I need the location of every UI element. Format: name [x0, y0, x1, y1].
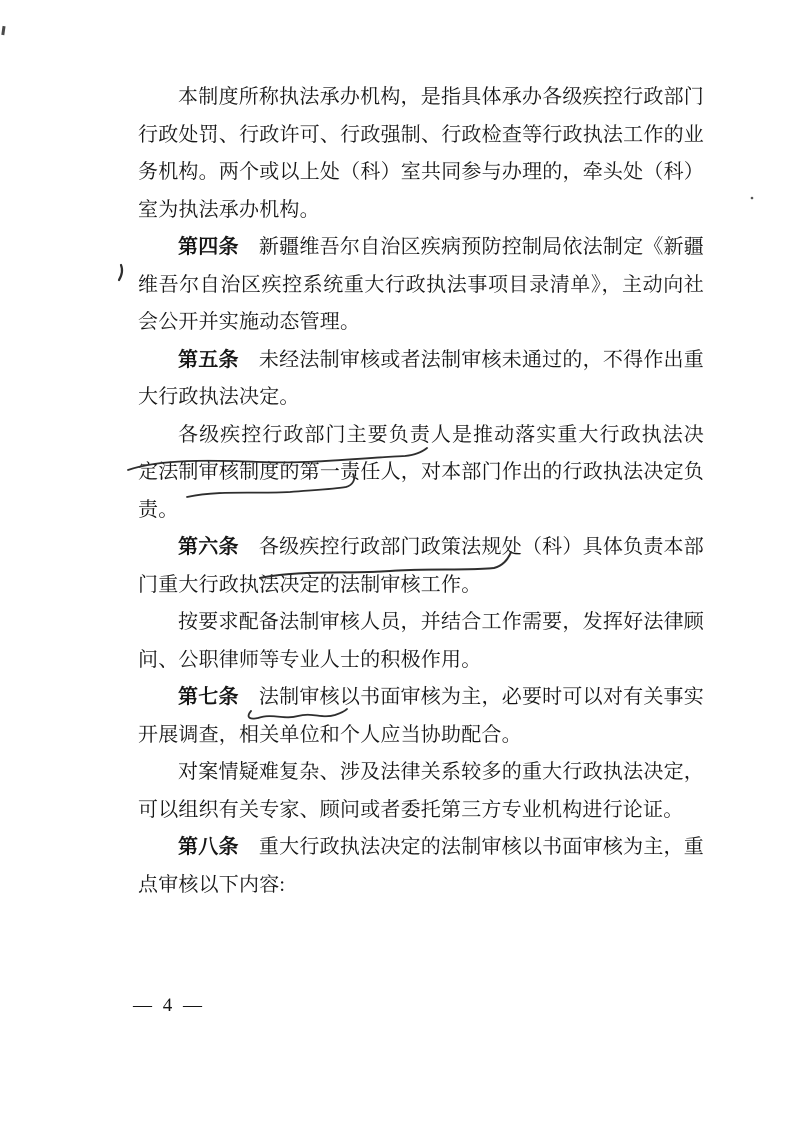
text-segment: 定法制审核制度的第一责任人，对本部门作出的行政执法决定负 [138, 461, 704, 483]
text-segment: 会公开并实施动态管理。 [138, 311, 361, 333]
text-line [138, 117, 704, 155]
text-segment: 点审核以下内容: [138, 873, 286, 896]
text-segment: 行政处罚、行政许可、行政强制、行政检查等行政执法工作的业 [138, 123, 704, 146]
article-label: 第六条 [178, 536, 239, 558]
text-line [138, 829, 704, 867]
text-line [138, 529, 704, 567]
text-line [138, 229, 704, 267]
text-segment: 本制度所称执法承办机构，是指具体承办各级疾控行政部门 [178, 86, 704, 108]
article-label: 第七条 [178, 686, 239, 708]
text-segment: 各级疾控行政部门政策法规处（科）具体负责本部 [238, 536, 704, 558]
text-segment: 务机构。两个或以上处（科）室共同参与办理的，牵头处（科） [138, 161, 704, 183]
text-segment: 责。 [138, 498, 179, 521]
text-line [138, 754, 704, 792]
scan-speck [1, 26, 5, 35]
text-line [138, 192, 704, 230]
text-segment: 按要求配备法制审核人员，并结合工作需要，发挥好法律顾 [178, 611, 704, 633]
text-segment: 开展调查，相关单位和个人应当协助配合。 [138, 723, 522, 746]
text-line [138, 454, 704, 492]
text-line [138, 154, 704, 192]
article-label: 第五条 [178, 348, 239, 371]
text-segment: 室为执法承办机构。 [138, 198, 320, 221]
text-segment: 法制审核以书面审核为主，必要时可以对有关事实 [238, 686, 704, 708]
article-label: 第八条 [178, 836, 239, 858]
text-segment: 大行政执法决定。 [138, 386, 300, 408]
text-line [138, 717, 704, 755]
page-number: — 4 — [133, 995, 205, 1016]
text-segment: 重大行政执法决定的法制审核以书面审核为主，重 [238, 836, 704, 858]
text-segment: 各级疾控行政部门主要负责人是推动落实重大行政执法决 [178, 423, 704, 446]
text-segment: 对案情疑难复杂、涉及法律关系较多的重大行政执法决定， [178, 761, 704, 783]
text-block [138, 79, 704, 904]
text-segment: 未经法制审核或者法制审核未通过的，不得作出重 [238, 348, 704, 371]
text-segment: 新疆维吾尔自治区疾病预防控制局依法制定《新疆 [238, 236, 704, 258]
text-line [138, 642, 704, 680]
pen-tick-mark [119, 265, 122, 280]
text-segment: 可以组织有关专家、顾问或者委托第三方专业机构进行论证。 [138, 798, 684, 821]
text-line [138, 304, 704, 342]
text-line [138, 567, 704, 605]
article-label: 第四条 [178, 236, 239, 258]
text-segment: 维吾尔自治区疾控系统重大行政执法事项目录清单》，主动向社 [138, 273, 704, 296]
text-line [138, 492, 704, 530]
text-segment: 问、公职律师等专业人士的积极作用。 [138, 648, 482, 671]
text-line [138, 379, 704, 417]
text-line [138, 792, 704, 830]
text-line [138, 867, 704, 905]
text-line [138, 267, 704, 305]
text-line [138, 604, 704, 642]
scan-speck [751, 197, 754, 200]
text-line [138, 79, 704, 117]
text-segment: 门重大行政执法决定的法制审核工作。 [138, 573, 482, 596]
text-line [138, 342, 704, 380]
text-line [138, 417, 704, 455]
text-line [138, 679, 704, 717]
